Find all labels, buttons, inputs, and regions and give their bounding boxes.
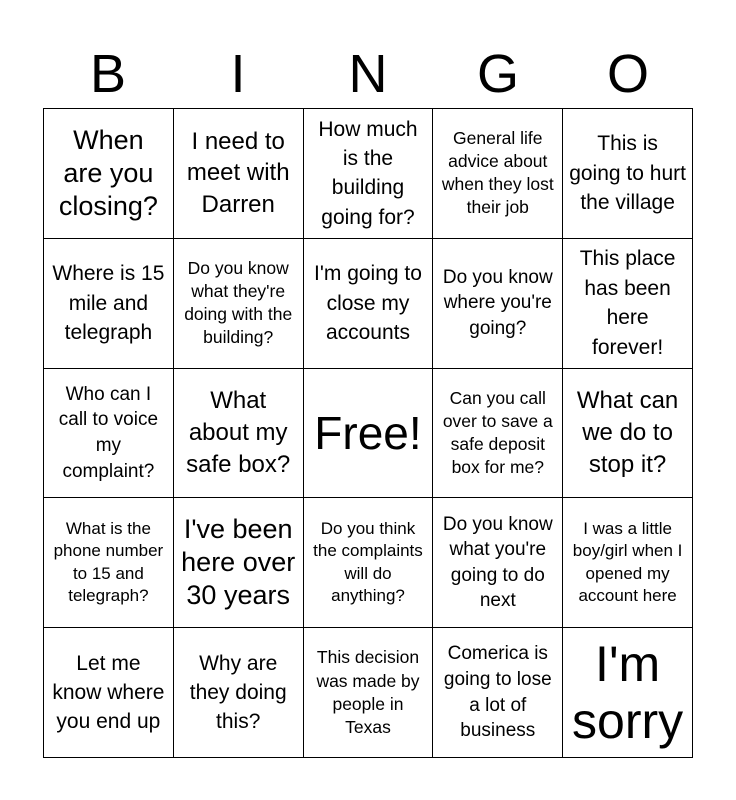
free-space[interactable] <box>304 369 434 499</box>
bingo-cell[interactable] <box>433 369 563 499</box>
cell-text: Do you think the complaints will do anything? <box>313 518 423 606</box>
bingo-cell[interactable] <box>44 628 174 758</box>
bingo-cell[interactable] <box>44 109 174 239</box>
bingo-cell[interactable] <box>433 109 563 239</box>
header-letter-g: G <box>476 44 519 104</box>
header-letter-b: B <box>89 44 127 104</box>
cell-text: What is the phone number to 15 and telegraph? <box>53 518 164 606</box>
cell-text: I need to meet with Darren <box>186 127 290 219</box>
cell-text: Do you know where you're going? <box>442 266 553 340</box>
cell-text: Why are they doing this? <box>189 651 287 734</box>
bingo-cell[interactable] <box>174 109 304 239</box>
bingo-cell[interactable] <box>304 109 434 239</box>
cell-text: How much is the building going for? <box>318 117 418 229</box>
bingo-cell[interactable] <box>563 109 693 239</box>
bingo-header <box>43 40 693 108</box>
bingo-cell[interactable] <box>174 369 304 499</box>
bingo-cell[interactable] <box>44 498 174 628</box>
cell-text: I've been here over 30 years <box>181 514 296 611</box>
cell-text: I'm sorry <box>572 635 684 749</box>
header-letter-n: N <box>348 44 388 104</box>
cell-text: Can you call over to save a safe deposit box for me? <box>442 387 553 478</box>
cell-text: Let me know where you end up <box>52 651 165 734</box>
bingo-cell[interactable] <box>304 239 434 369</box>
header-letter-i: I <box>230 44 246 104</box>
bingo-cell[interactable] <box>563 239 693 369</box>
bingo-cell[interactable] <box>433 498 563 628</box>
bingo-board <box>43 108 693 758</box>
cell-text: Do you know what they're doing with the building? <box>184 258 293 348</box>
cell-text: I was a little boy/girl when I opened my account here <box>572 518 683 606</box>
cell-text: Free! <box>314 406 422 459</box>
bingo-cell[interactable] <box>433 239 563 369</box>
bingo-cell[interactable] <box>433 628 563 758</box>
cell-text: What can we do to stop it? <box>576 387 679 478</box>
cell-text: General life advice about when they lost their job <box>441 128 554 218</box>
bingo-cell[interactable] <box>174 628 304 758</box>
cell-text: I'm going to close my accounts <box>314 262 422 344</box>
cell-text: What about my safe box? <box>186 387 291 478</box>
cell-text: Where is 15 mile and telegraph <box>52 262 165 344</box>
cell-text: When are you closing? <box>58 124 158 221</box>
bingo-cell[interactable] <box>304 498 434 628</box>
cell-text: Do you know what you're going to do next <box>442 513 553 612</box>
cell-text: This is going to hurt the village <box>569 132 686 215</box>
bingo-cell[interactable] <box>44 239 174 369</box>
bingo-cell[interactable] <box>304 628 434 758</box>
bingo-cell[interactable] <box>174 498 304 628</box>
cell-text: This place has been here forever! <box>579 247 676 359</box>
bingo-cell[interactable] <box>44 369 174 499</box>
bingo-cell[interactable] <box>563 498 693 628</box>
cell-text: Who can I call to voice my complaint? <box>58 383 159 482</box>
header-letter-o: O <box>606 44 649 104</box>
bingo-cell[interactable] <box>563 369 693 499</box>
bingo-cell[interactable] <box>563 628 693 758</box>
cell-text: Comerica is going to lose a lot of business <box>443 643 552 742</box>
bingo-cell[interactable] <box>174 239 304 369</box>
cell-text: This decision was made by people in Texas <box>316 647 420 737</box>
